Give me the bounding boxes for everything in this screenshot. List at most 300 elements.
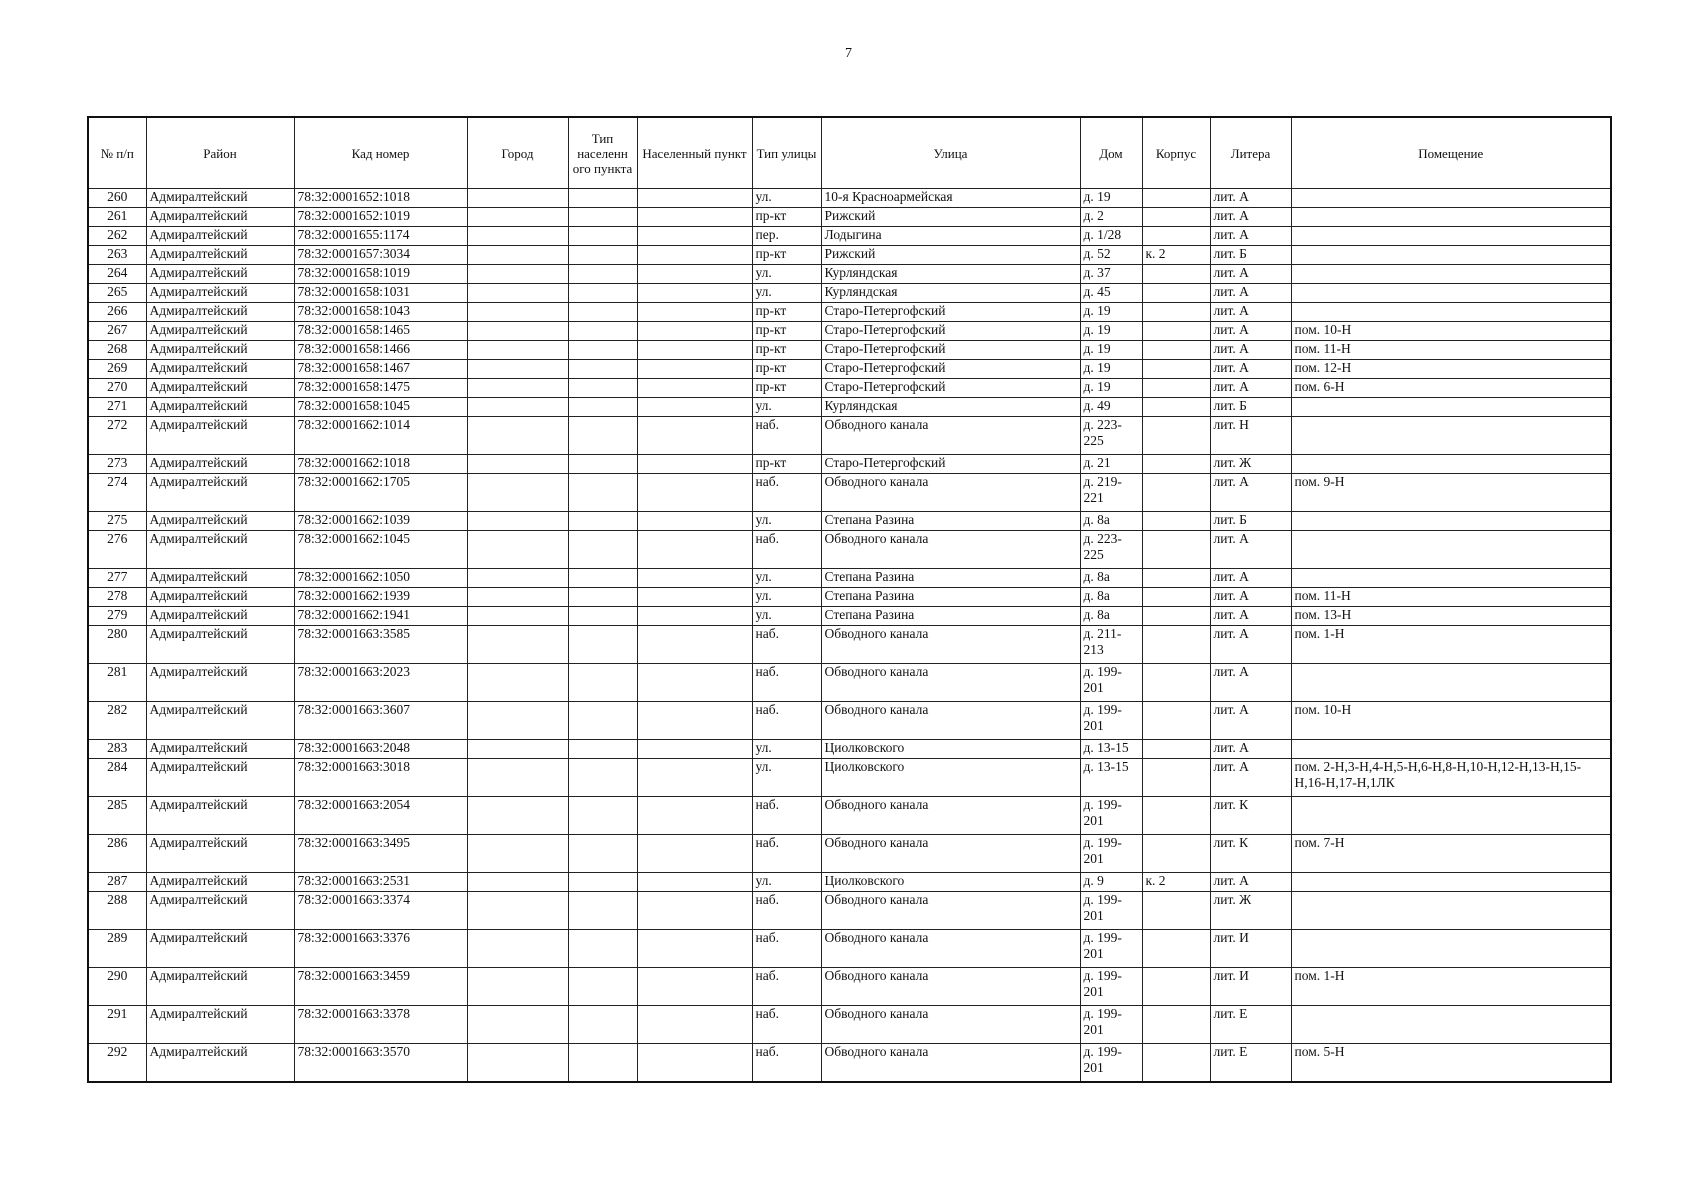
table-cell: пом. 12-Н	[1291, 360, 1611, 379]
table-cell	[568, 1006, 637, 1044]
table-cell	[637, 455, 752, 474]
table-cell: 78:32:0001663:3570	[294, 1044, 467, 1082]
table-cell: Старо-Петергофский	[821, 360, 1080, 379]
table-cell	[568, 930, 637, 968]
table-cell: пом. 11-Н	[1291, 588, 1611, 607]
table-cell: Циолковского	[821, 873, 1080, 892]
table-cell	[568, 284, 637, 303]
table-cell: ул.	[752, 284, 821, 303]
table-cell: д. 19	[1080, 322, 1142, 341]
table-cell: 287	[88, 873, 146, 892]
table-cell	[568, 740, 637, 759]
table-cell: Старо-Петергофский	[821, 455, 1080, 474]
column-header: Улица	[821, 117, 1080, 189]
table-cell: Старо-Петергофский	[821, 303, 1080, 322]
table-cell: Адмиралтейский	[146, 740, 294, 759]
table-cell: 78:32:0001663:2054	[294, 797, 467, 835]
table-cell: д. 211-213	[1080, 626, 1142, 664]
table-cell: лит. А	[1210, 379, 1291, 398]
table-cell: ул.	[752, 759, 821, 797]
table-cell: Обводного канала	[821, 1044, 1080, 1082]
table-cell: лит. А	[1210, 664, 1291, 702]
table-cell	[467, 246, 568, 265]
table-cell	[637, 360, 752, 379]
table-cell	[467, 512, 568, 531]
table-row	[88, 360, 1611, 379]
table-cell	[568, 474, 637, 512]
table-row	[88, 892, 1611, 930]
table-cell: 267	[88, 322, 146, 341]
table-cell: 78:32:0001662:1018	[294, 455, 467, 474]
column-header: Тип улицы	[752, 117, 821, 189]
table-cell: д. 19	[1080, 303, 1142, 322]
table-row	[88, 1006, 1611, 1044]
table-cell: Старо-Петергофский	[821, 322, 1080, 341]
table-cell: 260	[88, 189, 146, 208]
table-cell: д. 8а	[1080, 569, 1142, 588]
table-cell: 78:32:0001663:3607	[294, 702, 467, 740]
table-cell: Адмиралтейский	[146, 835, 294, 873]
table-cell	[467, 398, 568, 417]
table-cell	[568, 341, 637, 360]
table-cell	[467, 227, 568, 246]
table-cell: Адмиралтейский	[146, 398, 294, 417]
table-cell: лит. Ж	[1210, 455, 1291, 474]
table-body	[88, 189, 1611, 1082]
table-cell	[568, 835, 637, 873]
table-cell: 78:32:0001663:2023	[294, 664, 467, 702]
table-cell	[1291, 398, 1611, 417]
table-cell: наб.	[752, 417, 821, 455]
table-cell	[1142, 227, 1210, 246]
table-cell	[1142, 930, 1210, 968]
table-cell: Адмиралтейский	[146, 474, 294, 512]
table-cell: 284	[88, 759, 146, 797]
table-cell	[637, 626, 752, 664]
table-cell	[467, 1006, 568, 1044]
table-cell	[467, 835, 568, 873]
table-cell: 292	[88, 1044, 146, 1082]
table-cell: 78:32:0001663:3018	[294, 759, 467, 797]
table-cell: лит. А	[1210, 322, 1291, 341]
table-cell: Адмиралтейский	[146, 246, 294, 265]
table-row	[88, 702, 1611, 740]
table-cell: лит. Б	[1210, 246, 1291, 265]
table-cell: 291	[88, 1006, 146, 1044]
table-cell: ул.	[752, 398, 821, 417]
table-cell: лит. И	[1210, 968, 1291, 1006]
table-cell	[1291, 208, 1611, 227]
table-cell: наб.	[752, 835, 821, 873]
table-cell: Курляндская	[821, 398, 1080, 417]
table-cell: Обводного канала	[821, 835, 1080, 873]
table-cell	[467, 588, 568, 607]
table-cell	[568, 398, 637, 417]
table-cell: лит. И	[1210, 930, 1291, 968]
table-cell: 78:32:0001663:2531	[294, 873, 467, 892]
table-cell: 78:32:0001658:1475	[294, 379, 467, 398]
table-cell: пом. 10-Н	[1291, 322, 1611, 341]
table-cell: лит. К	[1210, 797, 1291, 835]
table-cell	[1291, 455, 1611, 474]
table-cell	[568, 968, 637, 1006]
table-row	[88, 341, 1611, 360]
table-cell: 78:32:0001652:1018	[294, 189, 467, 208]
table-cell: Обводного канала	[821, 797, 1080, 835]
table-row	[88, 1044, 1611, 1082]
table-cell: 283	[88, 740, 146, 759]
table-cell: 78:32:0001663:3459	[294, 968, 467, 1006]
table-cell: д. 8а	[1080, 588, 1142, 607]
table-cell	[637, 398, 752, 417]
table-cell: Обводного канала	[821, 664, 1080, 702]
table-cell	[637, 740, 752, 759]
table-cell: пом. 1-Н	[1291, 626, 1611, 664]
table-cell	[637, 379, 752, 398]
table-cell	[467, 360, 568, 379]
table-cell: 281	[88, 664, 146, 702]
table-cell	[568, 607, 637, 626]
table-cell: Обводного канала	[821, 417, 1080, 455]
table-cell: Обводного канала	[821, 892, 1080, 930]
table-cell	[568, 265, 637, 284]
table-cell	[1291, 664, 1611, 702]
page-number: 7	[845, 46, 852, 61]
table-cell: д. 199-201	[1080, 968, 1142, 1006]
table-cell: 261	[88, 208, 146, 227]
table-cell: Циолковского	[821, 740, 1080, 759]
table-cell	[467, 208, 568, 227]
table-cell: Степана Разина	[821, 607, 1080, 626]
table-cell	[467, 626, 568, 664]
table-cell: д. 219-221	[1080, 474, 1142, 512]
table-cell: д. 2	[1080, 208, 1142, 227]
table-row	[88, 873, 1611, 892]
table-cell	[568, 626, 637, 664]
table-cell	[467, 664, 568, 702]
table-cell: лит. Е	[1210, 1006, 1291, 1044]
table-cell: наб.	[752, 626, 821, 664]
table-cell: пом. 2-Н,3-Н,4-Н,5-Н,6-Н,8-Н,10-Н,12-Н,13-Н,15-Н,16-Н,17-Н,1ЛК	[1291, 759, 1611, 797]
table-cell	[1291, 531, 1611, 569]
table-cell	[568, 664, 637, 702]
table-cell: 78:32:0001657:3034	[294, 246, 467, 265]
column-header: Дом	[1080, 117, 1142, 189]
table-cell: 285	[88, 797, 146, 835]
table-cell	[1142, 588, 1210, 607]
table-cell: ул.	[752, 607, 821, 626]
table-cell: лит. А	[1210, 702, 1291, 740]
table-cell: лит. А	[1210, 759, 1291, 797]
table-cell	[1291, 303, 1611, 322]
table-cell: Адмиралтейский	[146, 759, 294, 797]
table-cell	[467, 284, 568, 303]
table-cell	[467, 892, 568, 930]
table-cell	[467, 607, 568, 626]
table-cell: наб.	[752, 531, 821, 569]
table-cell: наб.	[752, 474, 821, 512]
table-cell: 78:32:0001663:3378	[294, 1006, 467, 1044]
table-cell	[1142, 702, 1210, 740]
table-cell: наб.	[752, 1044, 821, 1082]
table-cell	[467, 322, 568, 341]
table-cell: Обводного канала	[821, 1006, 1080, 1044]
table-cell: Адмиралтейский	[146, 892, 294, 930]
table-cell: пр-кт	[752, 379, 821, 398]
table-cell	[1291, 569, 1611, 588]
table-cell: пр-кт	[752, 322, 821, 341]
column-header: Населенный пункт	[637, 117, 752, 189]
table-cell: Адмиралтейский	[146, 189, 294, 208]
table-cell: 78:32:0001658:1467	[294, 360, 467, 379]
table-cell	[568, 303, 637, 322]
table-cell: Адмиралтейский	[146, 341, 294, 360]
table-cell	[1291, 227, 1611, 246]
table-row	[88, 607, 1611, 626]
table-cell: Адмиралтейский	[146, 930, 294, 968]
table-cell: Обводного канала	[821, 930, 1080, 968]
table-cell	[467, 740, 568, 759]
table-cell	[1142, 189, 1210, 208]
table-cell: 78:32:0001662:1705	[294, 474, 467, 512]
table-cell: Адмиралтейский	[146, 531, 294, 569]
table-cell: 273	[88, 455, 146, 474]
table-cell	[467, 417, 568, 455]
table-row	[88, 303, 1611, 322]
table-cell: ул.	[752, 189, 821, 208]
table-cell	[568, 588, 637, 607]
table-cell: 282	[88, 702, 146, 740]
table-cell: лит. А	[1210, 284, 1291, 303]
table-cell	[1142, 835, 1210, 873]
table-cell: Степана Разина	[821, 512, 1080, 531]
table-row	[88, 208, 1611, 227]
table-cell: 269	[88, 360, 146, 379]
column-header: Корпус	[1142, 117, 1210, 189]
table-cell	[637, 246, 752, 265]
table-cell: наб.	[752, 968, 821, 1006]
table-cell	[637, 189, 752, 208]
table-cell: лит. А	[1210, 740, 1291, 759]
table-cell	[637, 1006, 752, 1044]
table-cell: пр-кт	[752, 360, 821, 379]
table-cell: 78:32:0001662:1045	[294, 531, 467, 569]
table-cell: д. 199-201	[1080, 1044, 1142, 1082]
table-cell	[637, 531, 752, 569]
table-cell	[1291, 284, 1611, 303]
table-cell: д. 19	[1080, 379, 1142, 398]
table-cell	[568, 1044, 637, 1082]
table-row	[88, 474, 1611, 512]
table-header-row	[88, 117, 1611, 189]
table-cell: лит. А	[1210, 626, 1291, 664]
table-row	[88, 189, 1611, 208]
table-cell: пом. 9-Н	[1291, 474, 1611, 512]
table-cell	[1142, 759, 1210, 797]
table-cell: пр-кт	[752, 341, 821, 360]
table-cell: Адмиралтейский	[146, 322, 294, 341]
table-cell: Обводного канала	[821, 968, 1080, 1006]
table-cell: Адмиралтейский	[146, 284, 294, 303]
table-cell: лит. Б	[1210, 512, 1291, 531]
table-cell: пр-кт	[752, 455, 821, 474]
table-cell	[1142, 303, 1210, 322]
table-cell: 289	[88, 930, 146, 968]
table-cell	[1142, 569, 1210, 588]
table-cell	[1142, 360, 1210, 379]
table-cell	[1291, 740, 1611, 759]
table-cell	[568, 189, 637, 208]
table-cell	[1142, 208, 1210, 227]
table-cell	[568, 873, 637, 892]
table-row	[88, 930, 1611, 968]
table-cell: Обводного канала	[821, 702, 1080, 740]
column-header: № п/п	[88, 117, 146, 189]
table-cell: Адмиралтейский	[146, 208, 294, 227]
table-row	[88, 664, 1611, 702]
table-cell	[1291, 1006, 1611, 1044]
table-cell	[467, 189, 568, 208]
table-cell: Адмиралтейский	[146, 360, 294, 379]
table-cell: Курляндская	[821, 284, 1080, 303]
table-cell: д. 21	[1080, 455, 1142, 474]
table-cell: 78:32:0001662:1941	[294, 607, 467, 626]
table-cell	[637, 835, 752, 873]
table-cell: 272	[88, 417, 146, 455]
table-cell	[1142, 740, 1210, 759]
table-cell	[568, 227, 637, 246]
table-cell: Адмиралтейский	[146, 227, 294, 246]
table-cell	[467, 1044, 568, 1082]
table-cell	[1291, 265, 1611, 284]
table-cell: Адмиралтейский	[146, 1006, 294, 1044]
table-cell: 264	[88, 265, 146, 284]
table-cell	[568, 246, 637, 265]
table-cell: 279	[88, 607, 146, 626]
table-cell: 78:32:0001663:2048	[294, 740, 467, 759]
table-cell: 78:32:0001658:1045	[294, 398, 467, 417]
table-cell: пр-кт	[752, 208, 821, 227]
table-cell: пом. 6-Н	[1291, 379, 1611, 398]
table-cell	[637, 797, 752, 835]
table-cell	[637, 417, 752, 455]
table-cell: 78:32:0001663:3495	[294, 835, 467, 873]
table-cell: Старо-Петергофский	[821, 341, 1080, 360]
table-cell	[1142, 265, 1210, 284]
table-cell	[1142, 398, 1210, 417]
table-row	[88, 265, 1611, 284]
table-cell	[637, 873, 752, 892]
table-cell	[568, 531, 637, 569]
table-cell: Обводного канала	[821, 474, 1080, 512]
table-cell: 268	[88, 341, 146, 360]
table-cell	[637, 664, 752, 702]
table-cell: Рижский	[821, 246, 1080, 265]
table-cell: ул.	[752, 569, 821, 588]
table-cell	[568, 797, 637, 835]
table-cell	[467, 759, 568, 797]
table-cell	[637, 1044, 752, 1082]
table-cell	[568, 360, 637, 379]
table-cell: пом. 13-Н	[1291, 607, 1611, 626]
table-cell: 78:32:0001658:1031	[294, 284, 467, 303]
table-cell	[637, 588, 752, 607]
table-cell	[1142, 664, 1210, 702]
table-cell: 275	[88, 512, 146, 531]
table-cell: Адмиралтейский	[146, 455, 294, 474]
table-cell: лит. А	[1210, 531, 1291, 569]
table-cell	[1291, 512, 1611, 531]
table-row	[88, 759, 1611, 797]
column-header: Город	[467, 117, 568, 189]
table-cell: 78:32:0001652:1019	[294, 208, 467, 227]
table-cell	[637, 892, 752, 930]
table-row	[88, 227, 1611, 246]
table-cell: Курляндская	[821, 265, 1080, 284]
table-cell: ул.	[752, 512, 821, 531]
table-cell: 288	[88, 892, 146, 930]
table-cell: лит. Ж	[1210, 892, 1291, 930]
column-header: Кад номер	[294, 117, 467, 189]
table-cell: пом. 5-Н	[1291, 1044, 1611, 1082]
table-cell: Степана Разина	[821, 588, 1080, 607]
table-cell: 276	[88, 531, 146, 569]
table-cell	[467, 531, 568, 569]
table-cell: 263	[88, 246, 146, 265]
table-cell: д. 13-15	[1080, 759, 1142, 797]
table-cell: наб.	[752, 702, 821, 740]
table-cell: лит. Н	[1210, 417, 1291, 455]
table-cell: Степана Разина	[821, 569, 1080, 588]
table-cell	[467, 341, 568, 360]
table-cell: д. 199-201	[1080, 702, 1142, 740]
table-cell	[637, 930, 752, 968]
table-cell: д. 45	[1080, 284, 1142, 303]
table-cell	[568, 569, 637, 588]
table-cell	[1291, 930, 1611, 968]
table-cell: 78:32:0001663:3376	[294, 930, 467, 968]
table-cell: Циолковского	[821, 759, 1080, 797]
table-row	[88, 797, 1611, 835]
table-cell: Адмиралтейский	[146, 265, 294, 284]
table-cell: наб.	[752, 797, 821, 835]
table-row	[88, 246, 1611, 265]
table-cell	[637, 322, 752, 341]
table-cell	[637, 968, 752, 1006]
table-cell	[568, 322, 637, 341]
table-cell: Адмиралтейский	[146, 588, 294, 607]
table-cell	[637, 284, 752, 303]
table-cell	[568, 379, 637, 398]
table-cell: д. 19	[1080, 341, 1142, 360]
table-cell: д. 8а	[1080, 607, 1142, 626]
table-cell	[637, 702, 752, 740]
table-cell: лит. А	[1210, 607, 1291, 626]
table-cell: 280	[88, 626, 146, 664]
table-cell: лит. А	[1210, 303, 1291, 322]
table-cell	[637, 759, 752, 797]
table-cell: 274	[88, 474, 146, 512]
table-cell: д. 199-201	[1080, 930, 1142, 968]
table-cell	[1142, 341, 1210, 360]
table-cell: д. 9	[1080, 873, 1142, 892]
table-cell	[637, 512, 752, 531]
table-cell: Адмиралтейский	[146, 968, 294, 1006]
table-cell: пр-кт	[752, 303, 821, 322]
table-row	[88, 398, 1611, 417]
table-cell: Адмиралтейский	[146, 303, 294, 322]
table-cell	[467, 968, 568, 1006]
